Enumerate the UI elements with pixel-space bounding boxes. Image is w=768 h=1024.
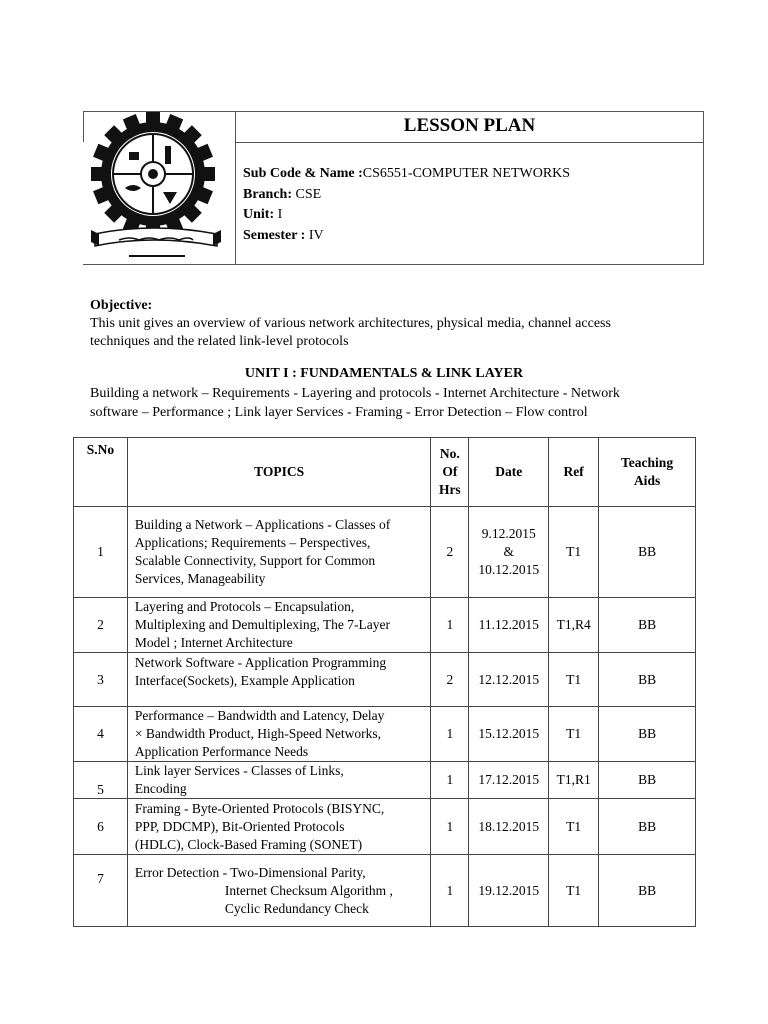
row-teaching-aids: BB: [599, 653, 696, 707]
row-sno: 5: [74, 762, 128, 799]
page-title: LESSON PLAN: [236, 112, 703, 143]
row-date: 15.12.2015: [469, 707, 549, 762]
row-topic: Network Software - Application Programming Interface(Sockets), Example Application: [127, 653, 430, 707]
row-teaching-aids: BB: [599, 507, 696, 598]
table-row: [74, 707, 696, 762]
course-info: [243, 164, 570, 246]
row-ref: T1: [549, 653, 599, 707]
row-date: 17.12.2015: [469, 762, 549, 799]
row-sno: 3: [74, 653, 128, 707]
table-row: [74, 598, 696, 653]
table-row: [74, 799, 696, 855]
row-hours: 2: [431, 653, 469, 707]
college-emblem-logo: [89, 112, 223, 262]
row-hours: 2: [431, 507, 469, 598]
row-teaching-aids: BB: [599, 855, 696, 927]
objective-text-1: This unit gives an overview of various network architectures, physical media, channel access: [90, 316, 611, 331]
row-sno: 6: [74, 799, 128, 855]
row-topic: Framing - Byte-Oriented Protocols (BISYNC, PPP, DDCMP), Bit-Oriented Protocols (HDLC), Clock-Based Framing (SONET): [127, 799, 430, 855]
row-date: 9.12.2015 & 10.12.2015: [469, 507, 549, 598]
row-date: 11.12.2015: [469, 598, 549, 653]
row-sno: 2: [74, 598, 128, 653]
row-ref: T1: [549, 507, 599, 598]
row-sno: 1: [74, 507, 128, 598]
row-teaching-aids: BB: [599, 598, 696, 653]
table-row: [74, 653, 696, 707]
header-hours: No. Of Hrs: [431, 438, 469, 507]
row-date: 18.12.2015: [469, 799, 549, 855]
row-ref: T1,R1: [549, 762, 599, 799]
row-topic: Performance – Bandwidth and Latency, Delay × Bandwidth Product, High-Speed Networks, Application Performance Needs: [127, 707, 430, 762]
header-sno: S.No: [74, 438, 128, 507]
table-row: [74, 855, 696, 927]
header-topics: TOPICS: [127, 438, 430, 507]
table-row: [74, 762, 696, 799]
row-ref: T1,R4: [549, 598, 599, 653]
row-topic: Layering and Protocols – Encapsulation, Multiplexing and Demultiplexing, The 7-Layer Model ; Internet Architecture: [127, 598, 430, 653]
header-ref: Ref: [549, 438, 599, 507]
unit-description: [90, 384, 690, 422]
row-teaching-aids: BB: [599, 707, 696, 762]
row-date: 19.12.2015: [469, 855, 549, 927]
row-hours: 1: [431, 762, 469, 799]
unit-desc-line-2: software – Performance ; Link layer Services - Framing - Error Detection – Flow control: [90, 405, 588, 420]
sub-code-line: Sub Code & Name :CS6551-COMPUTER NETWORKS: [243, 166, 571, 181]
row-ref: T1: [549, 707, 599, 762]
row-teaching-aids: BB: [599, 762, 696, 799]
unit-title: UNIT I : FUNDAMENTALS & LINK LAYER: [244, 366, 524, 381]
objective-text-2: techniques and the related link-level protocols: [90, 334, 349, 349]
header-teaching-aids: Teaching Aids: [599, 438, 696, 507]
header-date: Date: [469, 438, 549, 507]
row-sno: 4: [74, 707, 128, 762]
semester-line: Semester : IV: [243, 227, 324, 243]
row-date: 12.12.2015: [469, 653, 549, 707]
objective-heading: Objective:: [90, 298, 153, 313]
table-row: [74, 507, 696, 598]
row-hours: 1: [431, 799, 469, 855]
objective-section: [90, 297, 690, 351]
row-ref: T1: [549, 799, 599, 855]
row-topic: Building a Network – Applications - Classes of Applications; Requirements – Perspectives, Scalable Connectivity, Support for Common Services, Manageability: [127, 507, 430, 598]
row-hours: 1: [431, 707, 469, 762]
lesson-plan-table: [73, 437, 696, 927]
row-hours: 1: [431, 855, 469, 927]
branch-line: Branch: CSE: [243, 186, 322, 202]
row-topic: Error Detection - Two-Dimensional Parity, Internet Checksum Algorithm , Cyclic Redundancy Check: [127, 855, 430, 927]
row-teaching-aids: BB: [599, 799, 696, 855]
lesson-plan-header: [83, 111, 704, 265]
unit-desc-line-1: Building a network – Requirements - Layering and protocols - Internet Architecture - Network: [90, 386, 620, 401]
row-hours: 1: [431, 598, 469, 653]
row-sno: 7: [74, 855, 128, 927]
row-topic: Link layer Services - Classes of Links, Encoding: [127, 762, 430, 799]
table-header-row: [74, 438, 696, 507]
row-ref: T1: [549, 855, 599, 927]
unit-line: Unit: I: [243, 207, 283, 222]
